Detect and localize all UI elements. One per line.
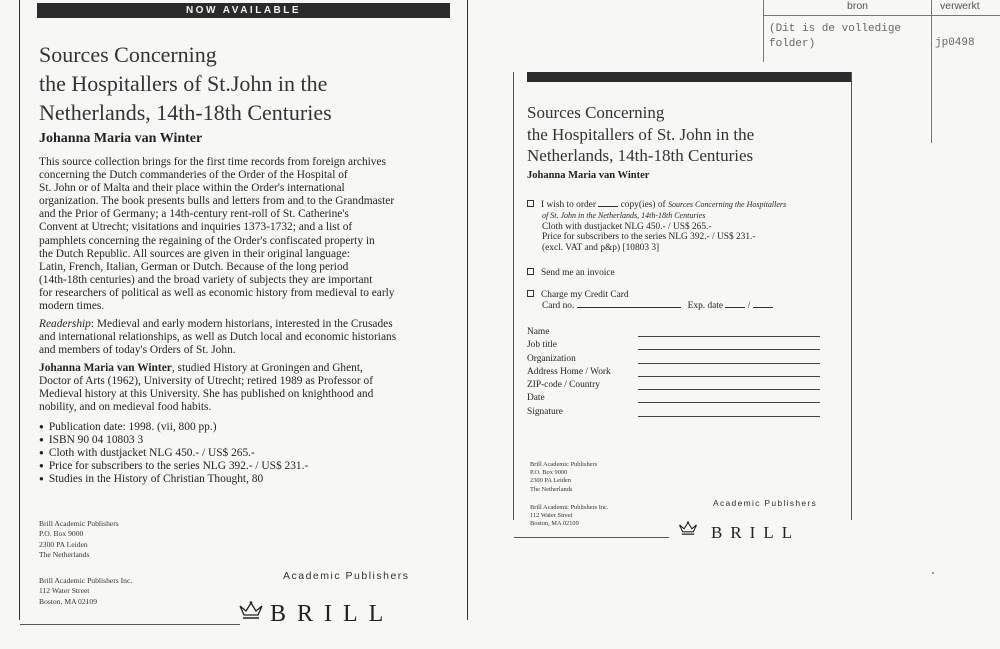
stamp-divider (763, 15, 1000, 16)
field-label: Address Home / Work (527, 366, 611, 377)
invoice-option (527, 268, 615, 279)
order-checkbox[interactable] (527, 200, 534, 207)
bio-name: Johanna Maria van Winter (39, 362, 172, 374)
readership-line: and members of today's Orders of St. John. (39, 344, 236, 357)
name-field[interactable] (527, 327, 847, 340)
invoice-label: Send me an invoice (541, 268, 615, 278)
address-line: The Netherlands (530, 485, 573, 493)
description-line: modern times. (39, 300, 105, 313)
form-address-leiden (530, 461, 597, 494)
detail-item: ● Publication date: 1998. (vii, 800 pp.) (39, 421, 459, 434)
stamp-header-bron: bron (847, 0, 869, 12)
exp-separator: / (747, 300, 751, 311)
field-label: Signature (527, 406, 563, 417)
address-line: 2300 PA Leiden (39, 539, 88, 549)
credit-card-checkbox[interactable] (527, 290, 534, 297)
bio-line: nobility, and on medieval food habits. (39, 401, 212, 414)
card-no-label: Card no. (542, 300, 575, 311)
field-label: Organization (527, 353, 576, 364)
field-label: Job title (527, 340, 557, 351)
form-book-title (527, 102, 754, 167)
logo-rule (514, 537, 669, 538)
address-line: P.O. Box 9000 (39, 529, 84, 539)
now-available-banner: NOW AVAILABLE (37, 3, 450, 18)
description-line: St. John or of Malta and their place within the Order's international (39, 182, 345, 195)
bio-line: Medieval history at this University. She has published on knighthood and (39, 388, 374, 401)
readership-label: Readership (39, 318, 91, 330)
order-option (527, 200, 786, 254)
stamp-divider (931, 0, 932, 143)
description-line: for researchers of political as well as economic history from medieval to early (39, 286, 395, 299)
description-line: and the Prior of Germany; a 14th-century rent-roll of St. Catherine's (39, 208, 349, 221)
address-line: Boston, MA 02109 (530, 520, 579, 528)
announcement-flyer (19, 0, 468, 627)
crown-icon (238, 600, 264, 620)
exp-date-label: Exp. date (687, 300, 724, 311)
credit-card-option (527, 290, 773, 312)
field-line[interactable] (638, 336, 820, 337)
address-line: The Netherlands (39, 549, 90, 559)
organization-field[interactable] (527, 354, 847, 367)
logo-rule (20, 624, 240, 625)
description-line: the Dutch Republic. All sources are given in their original language: (39, 247, 350, 260)
title-line: Netherlands, 14th-18th Centuries (39, 100, 332, 125)
title-line: Netherlands, 14th-18th Centuries (527, 146, 754, 165)
detail-item: ● Price for subscribers to the series NLG 392.- / US$ 231.- (39, 460, 459, 473)
readership-line: : Medieval and early modern historians, interested in the Crusades (90, 318, 393, 330)
description-line: (14th-18th centuries) and the broad variety of subjects they are important (39, 273, 373, 286)
field-label: ZIP-code / Country (527, 380, 600, 391)
address-line: Brill Academic Publishers (530, 461, 598, 468)
field-line[interactable] (638, 349, 820, 350)
address-line: P.O. Box 9000 (530, 469, 568, 477)
signature-field[interactable] (527, 407, 847, 420)
description-line: Latin, French, Italian, German or Dutch. Because of the long period (39, 260, 349, 273)
field-line[interactable] (638, 389, 820, 390)
brill-logo-text: BRILL (711, 523, 801, 542)
book-title (39, 40, 459, 127)
address-line: 112 Water Street (530, 512, 573, 520)
form-address-boston (530, 504, 608, 529)
address-line: Boston, MA 02109 (39, 596, 98, 606)
job-title-field[interactable] (527, 340, 847, 353)
title-line: the Hospitallers of St.John in the (39, 71, 328, 96)
form-book-author: Johanna Maria van Winter (527, 170, 650, 181)
field-label: Name (527, 327, 550, 337)
address-line: Brill Academic Publishers Inc. (39, 576, 133, 585)
address-line: 112 Water Street (39, 586, 90, 596)
quantity-field[interactable] (598, 206, 618, 207)
exp-month-field[interactable] (725, 307, 745, 308)
zip-country-field[interactable] (527, 380, 847, 393)
readership-line: and international relationships, as well as Dutch local and economic historians (39, 331, 397, 344)
bio-line: , studied History at Groningen and Ghent, (171, 362, 363, 374)
detail-item: ● Studies in the History of Christian Thought, 80 (39, 473, 459, 486)
note-line: (Dit is de volledige (769, 23, 902, 35)
date-field[interactable] (527, 393, 847, 406)
author-bio (39, 362, 465, 414)
stamp-header-verwerkt: verwerkt (940, 0, 980, 12)
description-line: organization. The book presents bulls and letters from and to the Grandmaster (39, 195, 395, 208)
scan-speck (932, 572, 934, 574)
description-line: This source collection brings for the first time records from foreign archives (39, 156, 386, 168)
order-title: of St. John in the Netherlands, 14th-18th Centuries (542, 210, 706, 220)
field-line[interactable] (638, 376, 820, 377)
archive-stamp (763, 0, 1000, 143)
field-label: Date (527, 393, 545, 404)
detail-item: ● Cloth with dustjacket NLG 450.- / US$ 265.- (39, 447, 459, 460)
title-line: the Hospitallers of St. John in the (527, 124, 755, 144)
exp-year-field[interactable] (753, 307, 773, 308)
brill-logo-text: BRILL (270, 601, 395, 627)
customer-fields (527, 327, 847, 420)
book-details-list (39, 421, 459, 486)
stamp-note (769, 22, 901, 52)
order-prefix: I wish to order (541, 200, 596, 210)
address-line: Brill Academic Publishers Inc. (530, 504, 609, 511)
publisher-address-leiden (39, 519, 119, 560)
description-line: pamphlets concerning the regaining of the Order's confiscated property in (39, 234, 375, 247)
title-line: Sources Concerning (527, 103, 665, 122)
card-number-field[interactable] (577, 307, 681, 308)
crown-icon (678, 520, 698, 536)
order-price-line: Cloth with dustjacket NLG 450.- / US$ 265.- (542, 221, 712, 232)
publisher-address-boston (39, 576, 132, 607)
stamp-divider (763, 0, 764, 62)
field-line[interactable] (638, 402, 820, 403)
order-price-line: Price for subscribers to the series NLG 392.- / US$ 231.- (542, 232, 756, 243)
readership-paragraph (39, 318, 465, 357)
field-line[interactable] (638, 416, 820, 417)
description-line: Convent at Utrecht; visitations and inquiries 1373-1732; and a list of (39, 221, 353, 234)
order-title: Sources Concerning the Hospitallers (668, 200, 787, 209)
book-author: Johanna Maria van Winter (39, 131, 203, 146)
academic-publishers-label: Academic Publishers (283, 570, 410, 582)
invoice-checkbox[interactable] (527, 268, 534, 275)
academic-publishers-label: Academic Publishers (713, 498, 818, 508)
stamp-code: jp0498 (935, 37, 975, 49)
note-line: folder) (769, 38, 816, 50)
bio-line: Doctor of Arts (1962), University of Utrecht; retired 1989 as Professor of (39, 375, 374, 388)
detail-item: ● ISBN 90 04 10803 3 (39, 434, 459, 447)
title-line: Sources Concerning (39, 42, 217, 67)
book-description (39, 156, 465, 313)
field-line[interactable] (638, 363, 820, 364)
address-line: Brill Academic Publishers (39, 519, 119, 528)
address-line: 2300 PA Leiden (530, 477, 571, 485)
order-price-line: (excl. VAT and p&p) [10803 3] (542, 243, 660, 254)
description-line: concerning the Dutch commanderies of the Order of the Hospital of (39, 169, 348, 182)
credit-card-label: Charge my Credit Card (541, 290, 629, 300)
address-field[interactable] (527, 367, 847, 380)
order-mid: copy(ies) of (620, 200, 666, 210)
